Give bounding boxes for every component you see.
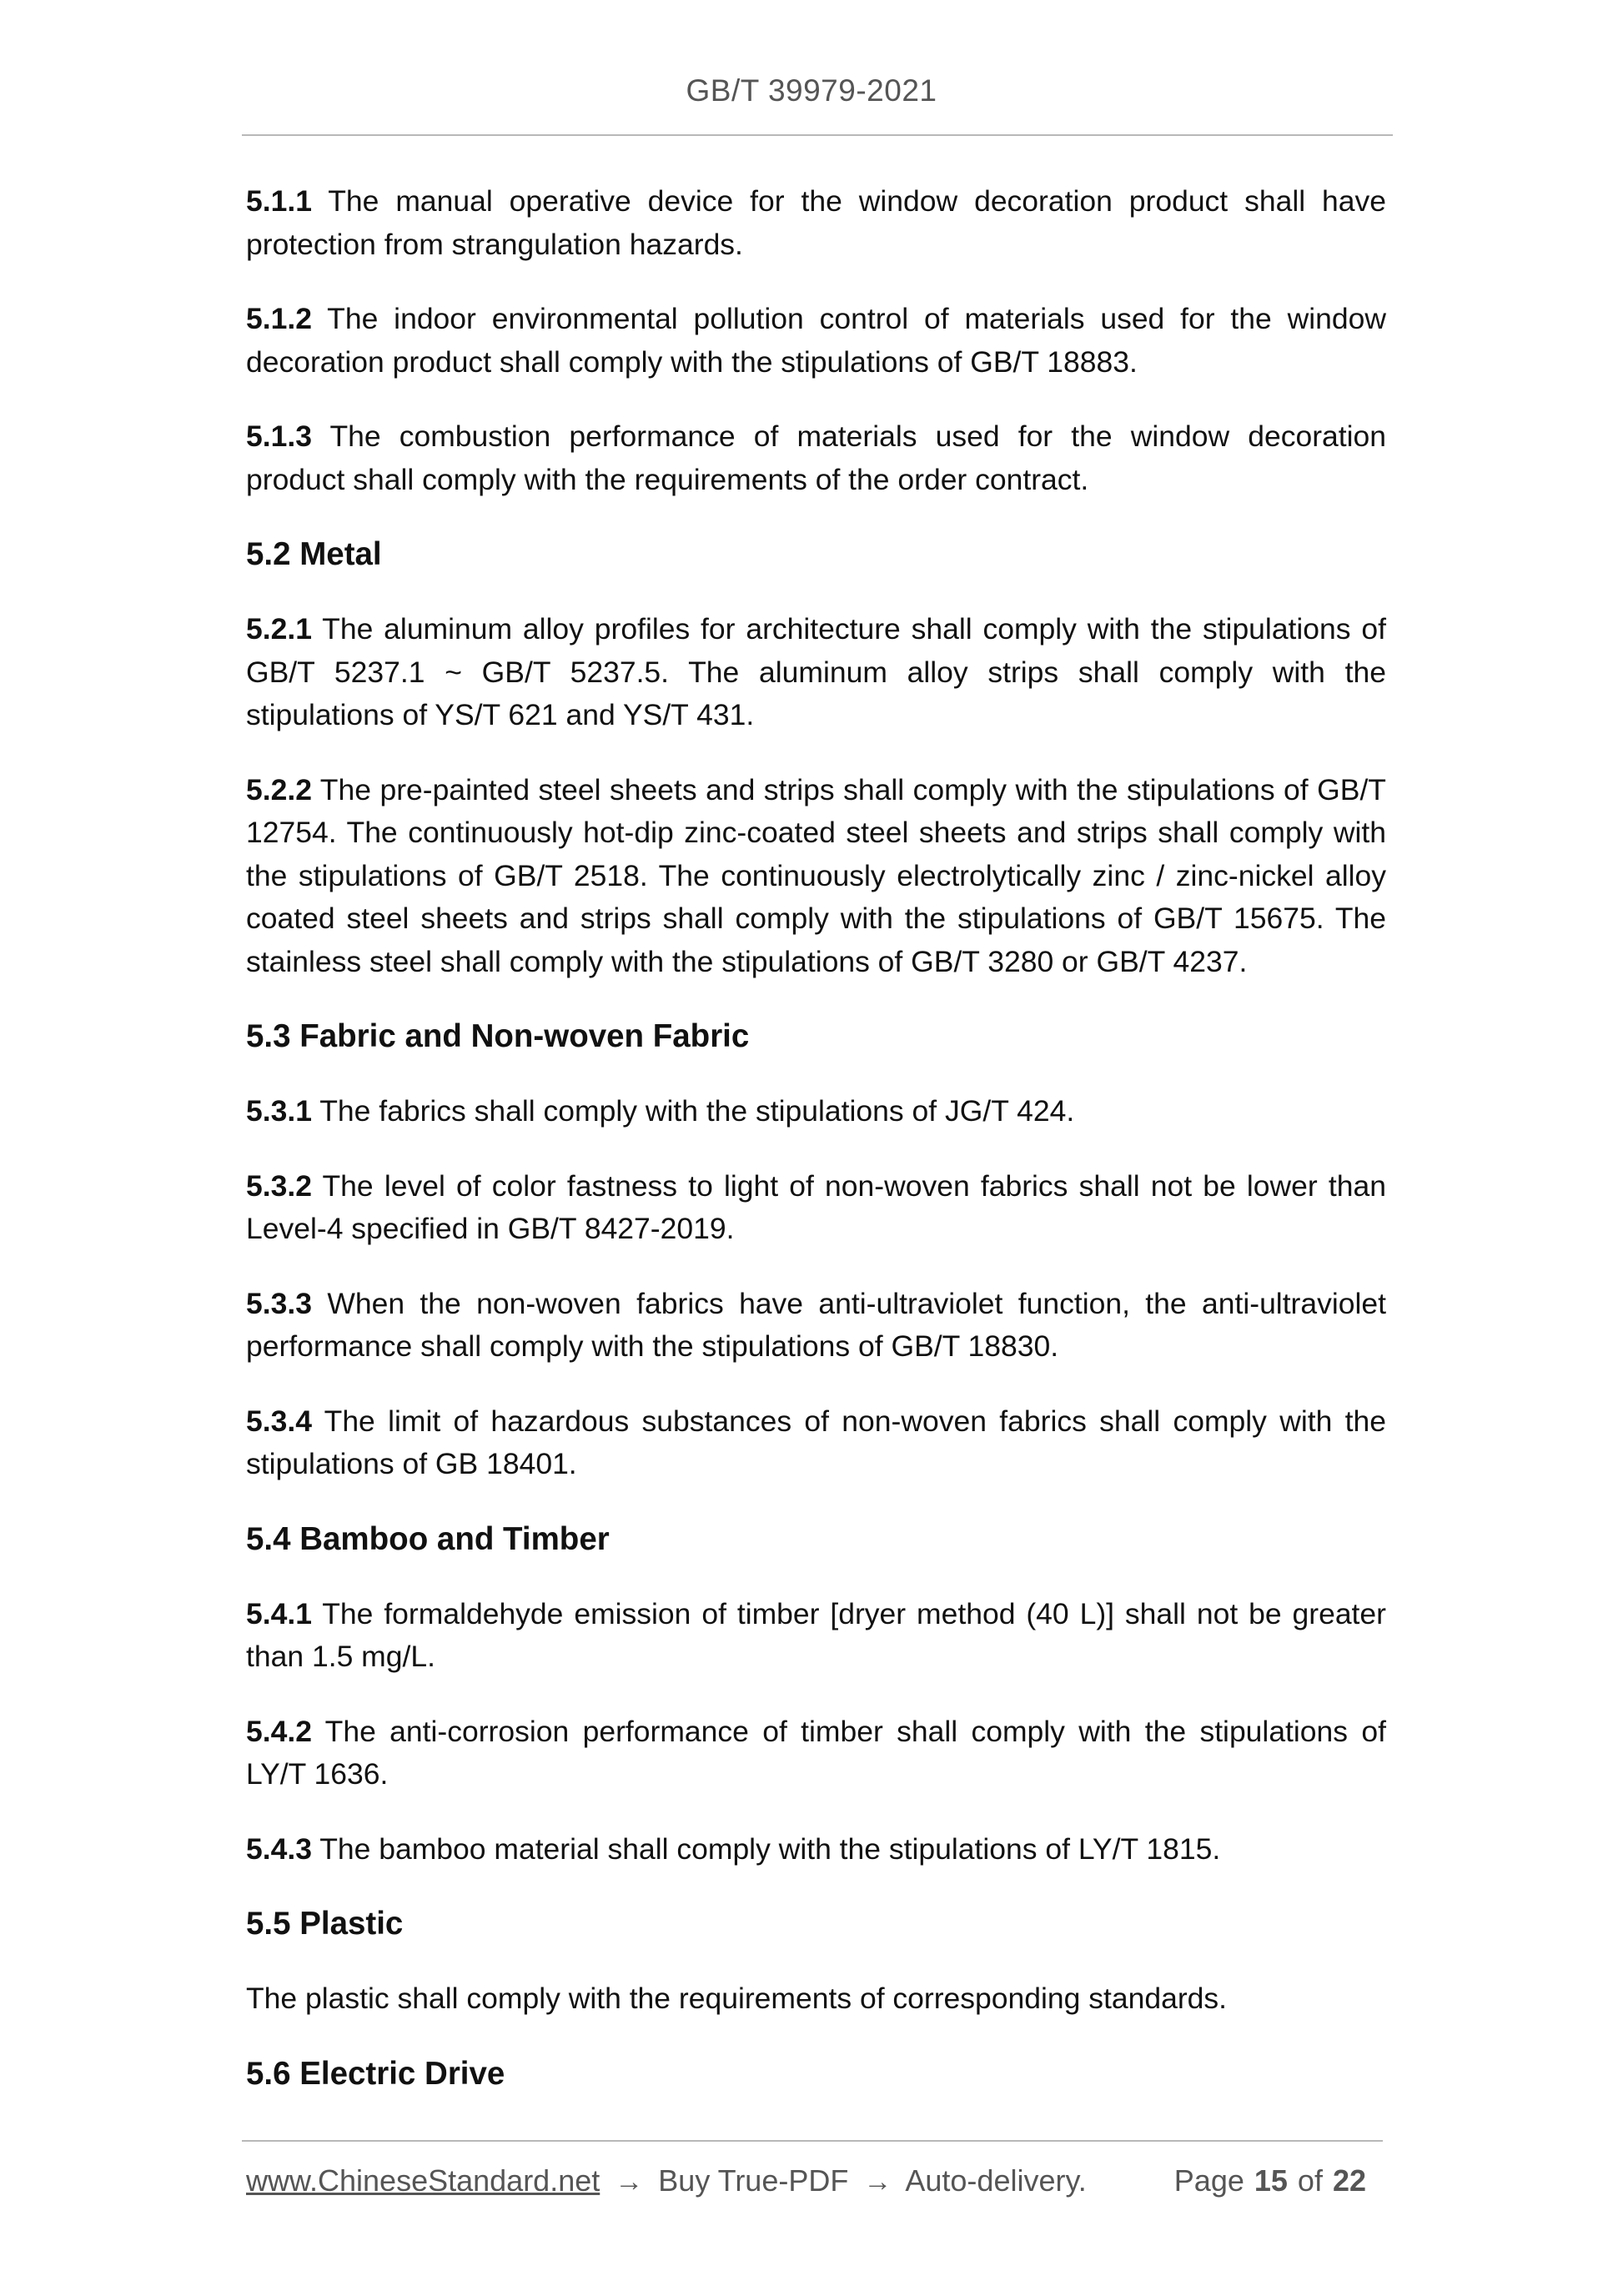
clause-number: 5.1.3 xyxy=(246,420,312,453)
clause-text: The formaldehyde emission of timber [dryer method (40 L)] shall not be greater than 1.5 mg/L. xyxy=(246,1596,1386,1673)
header-divider xyxy=(242,134,1393,136)
footer-divider xyxy=(242,2140,1383,2142)
arrow-right-icon: → xyxy=(863,2166,892,2198)
section-heading-metal: 5.2 Metal xyxy=(246,536,382,572)
page-label: Page xyxy=(1173,2163,1244,2198)
clause-text: The manual operative device for the window decoration product shall have protection from strangulation hazards. xyxy=(246,184,1386,261)
clause-5-3-3 xyxy=(246,1283,1386,1369)
section-heading-bamboo-timber: 5.4 Bamboo and Timber xyxy=(246,1520,610,1557)
page-footer xyxy=(246,2160,1376,2202)
document-id-header: GB/T 39979-2021 xyxy=(686,73,937,108)
clause-number: 5.3.1 xyxy=(246,1094,312,1128)
clause-number: 5.4.1 xyxy=(246,1596,312,1630)
current-page-number: 15 xyxy=(1254,2163,1288,2198)
clause-number: 5.4.2 xyxy=(246,1714,312,1748)
page-indicator xyxy=(1174,2160,1376,2202)
clause-text: The anti-corrosion performance of timber shall comply with the stipulations of LY/T 1636. xyxy=(246,1714,1386,1791)
clause-5-4-2 xyxy=(246,1711,1386,1796)
clause-5-3-2 xyxy=(246,1165,1386,1251)
buy-true-pdf-text: Buy True-PDF xyxy=(658,2163,849,2198)
clause-number: 5.2.2 xyxy=(246,772,312,806)
clause-number: 5.3.2 xyxy=(246,1168,312,1203)
of-label: of xyxy=(1297,2163,1323,2198)
clause-number: 5.3.4 xyxy=(246,1404,312,1438)
clause-text: The combustion performance of materials used for the window decoration product shall comply with the requirements of the order contract. xyxy=(246,420,1386,496)
plastic-paragraph xyxy=(246,1977,1386,2021)
clause-5-2-1 xyxy=(246,608,1386,737)
auto-delivery-text: Auto-delivery. xyxy=(905,2163,1087,2198)
section-heading-plastic: 5.5 Plastic xyxy=(246,1906,404,1942)
total-pages-number: 22 xyxy=(1332,2163,1366,2198)
clause-number: 5.2.1 xyxy=(246,612,312,646)
clause-text: The limit of hazardous substances of non-woven fabrics shall comply with the stipulations of GB 18401. xyxy=(246,1404,1386,1480)
clause-number: 5.4.3 xyxy=(246,1831,312,1866)
clause-5-3-4 xyxy=(246,1400,1386,1486)
clause-text: The pre-painted steel sheets and strips shall comply with the stipulations of GB/T 12754. The continuously hot-dip zinc-coated steel sheets and strips shall comply with the stipulations of GB/T 2518. The continuously electrolytically zinc / zinc-nickel alloy coated steel sheets and strips shall comply with the stipulations of GB/T 15675. The stainless steel shall comply with the stipulations of GB/T 3280 or GB/T 4237. xyxy=(246,772,1386,978)
clause-text: The bamboo material shall comply with the stipulations of LY/T 1815. xyxy=(311,1831,1221,1866)
arrow-right-icon: → xyxy=(615,2166,644,2198)
clause-5-4-3 xyxy=(246,1828,1386,1871)
document-body xyxy=(246,180,1386,2128)
clause-text: The level of color fastness to light of non-woven fabrics shall not be lower than Level-4 specified in GB/T 8427-2019. xyxy=(246,1168,1386,1245)
clause-text: The fabrics shall comply with the stipulations of JG/T 424. xyxy=(311,1094,1075,1128)
clause-5-4-1 xyxy=(246,1593,1386,1679)
clause-5-1-1 xyxy=(246,180,1386,266)
clause-5-3-1 xyxy=(246,1090,1386,1133)
clause-5-1-3 xyxy=(246,415,1386,501)
clause-5-1-2 xyxy=(246,298,1386,384)
clause-text: The indoor environmental pollution control of materials used for the window decoration product shall comply with the stipulations of GB/T 18883. xyxy=(246,302,1386,379)
clause-number: 5.1.2 xyxy=(246,302,312,335)
section-heading-fabric: 5.3 Fabric and Non-woven Fabric xyxy=(246,1018,750,1054)
clause-5-2-2 xyxy=(246,769,1386,984)
clause-text: The plastic shall comply with the requirements of corresponding standards. xyxy=(246,1982,1228,2015)
clause-text: The aluminum alloy profiles for architecture shall comply with the stipulations of GB/T 5237.1 ~ GB/T 5237.5. The aluminum alloy strips shall comply with the stipulations of YS/T 621 and YS/T 431. xyxy=(246,612,1386,731)
footer-promo xyxy=(246,2160,1087,2203)
website-link[interactable]: www.ChineseStandard.net xyxy=(246,2163,600,2198)
clause-text: When the non-woven fabrics have anti-ultraviolet function, the anti-ultraviolet performance shall comply with the stipulations of GB/T 18830. xyxy=(246,1286,1386,1363)
section-heading-electric-drive: 5.6 Electric Drive xyxy=(246,2055,505,2092)
clause-number: 5.1.1 xyxy=(246,184,312,218)
clause-number: 5.3.3 xyxy=(246,1286,312,1320)
